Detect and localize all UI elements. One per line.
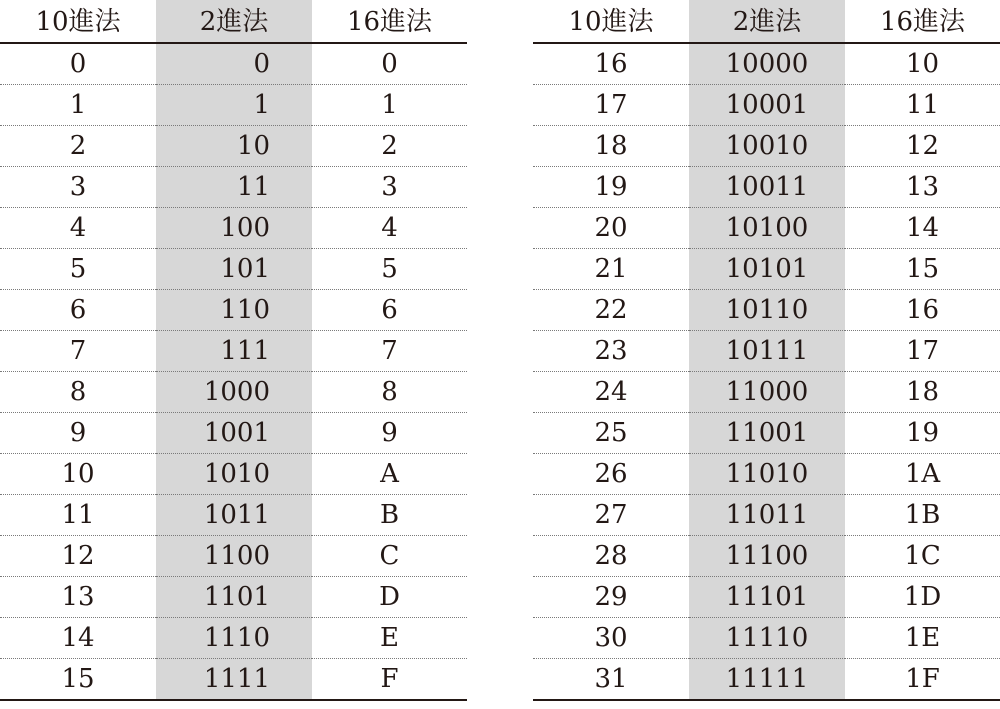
decimal-cell: 29 — [533, 577, 689, 618]
hex-cell: 1B — [845, 495, 1000, 536]
binary-cell: 101 — [156, 249, 312, 290]
header-binary: 2進法 — [689, 0, 845, 43]
hex-cell: 1D — [845, 577, 1000, 618]
binary-cell: 10111 — [689, 331, 845, 372]
hex-cell: 16 — [845, 290, 1000, 331]
table-row — [0, 659, 467, 701]
table-row — [533, 577, 1000, 618]
decimal-cell: 7 — [0, 331, 156, 372]
hex-cell: 15 — [845, 249, 1000, 290]
hex-cell: 19 — [845, 413, 1000, 454]
hex-cell: E — [312, 618, 467, 659]
table-row — [533, 167, 1000, 208]
hex-cell: 7 — [312, 331, 467, 372]
binary-cell: 1101 — [156, 577, 312, 618]
decimal-cell: 22 — [533, 290, 689, 331]
hex-cell: 1F — [845, 659, 1000, 701]
hex-cell: 8 — [312, 372, 467, 413]
table-row — [0, 372, 467, 413]
table-row — [533, 495, 1000, 536]
binary-cell: 11011 — [689, 495, 845, 536]
table-row — [0, 249, 467, 290]
hex-cell: 13 — [845, 167, 1000, 208]
decimal-cell: 28 — [533, 536, 689, 577]
decimal-cell: 24 — [533, 372, 689, 413]
table-row — [0, 43, 467, 85]
binary-cell: 10001 — [689, 85, 845, 126]
conversion-table-right — [533, 0, 1000, 701]
decimal-cell: 6 — [0, 290, 156, 331]
table-row — [533, 208, 1000, 249]
table-row — [0, 331, 467, 372]
table-row — [533, 454, 1000, 495]
binary-cell: 10010 — [689, 126, 845, 167]
binary-cell: 10011 — [689, 167, 845, 208]
hex-cell: F — [312, 659, 467, 701]
hex-cell: 2 — [312, 126, 467, 167]
decimal-cell: 31 — [533, 659, 689, 701]
hex-cell: 6 — [312, 290, 467, 331]
binary-cell: 111 — [156, 331, 312, 372]
table-row — [0, 126, 467, 167]
decimal-cell: 2 — [0, 126, 156, 167]
table-row — [0, 577, 467, 618]
decimal-cell: 1 — [0, 85, 156, 126]
binary-cell: 11001 — [689, 413, 845, 454]
binary-cell: 1010 — [156, 454, 312, 495]
decimal-cell: 20 — [533, 208, 689, 249]
table-row — [0, 85, 467, 126]
table-row — [533, 85, 1000, 126]
binary-cell: 11101 — [689, 577, 845, 618]
hex-cell: 0 — [312, 43, 467, 85]
table-row — [0, 167, 467, 208]
binary-cell: 1000 — [156, 372, 312, 413]
hex-cell: 5 — [312, 249, 467, 290]
table-row — [0, 290, 467, 331]
decimal-cell: 8 — [0, 372, 156, 413]
binary-cell: 10000 — [689, 43, 845, 85]
hex-cell: 1C — [845, 536, 1000, 577]
hex-cell: C — [312, 536, 467, 577]
decimal-cell: 19 — [533, 167, 689, 208]
binary-cell: 11 — [156, 167, 312, 208]
binary-cell: 10101 — [689, 249, 845, 290]
decimal-cell: 13 — [0, 577, 156, 618]
binary-cell: 11110 — [689, 618, 845, 659]
binary-cell: 10 — [156, 126, 312, 167]
table-row — [533, 249, 1000, 290]
binary-cell: 11010 — [689, 454, 845, 495]
table-row — [0, 495, 467, 536]
binary-cell: 11111 — [689, 659, 845, 701]
header-decimal: 10進法 — [0, 0, 156, 43]
binary-cell: 11000 — [689, 372, 845, 413]
binary-cell: 0 — [156, 43, 312, 85]
decimal-cell: 0 — [0, 43, 156, 85]
hex-cell: B — [312, 495, 467, 536]
table-row — [533, 413, 1000, 454]
hex-cell: 10 — [845, 43, 1000, 85]
header-decimal: 10進法 — [533, 0, 689, 43]
hex-cell: 1 — [312, 85, 467, 126]
decimal-cell: 16 — [533, 43, 689, 85]
decimal-cell: 27 — [533, 495, 689, 536]
binary-cell: 1 — [156, 85, 312, 126]
hex-cell: 18 — [845, 372, 1000, 413]
binary-cell: 1111 — [156, 659, 312, 701]
binary-cell: 10110 — [689, 290, 845, 331]
decimal-cell: 10 — [0, 454, 156, 495]
table-row — [533, 126, 1000, 167]
header-row — [533, 0, 1000, 43]
header-binary: 2進法 — [156, 0, 312, 43]
hex-cell: 1A — [845, 454, 1000, 495]
hex-cell: 17 — [845, 331, 1000, 372]
table-row — [533, 331, 1000, 372]
decimal-cell: 25 — [533, 413, 689, 454]
decimal-cell: 3 — [0, 167, 156, 208]
table-row — [533, 618, 1000, 659]
binary-cell: 1001 — [156, 413, 312, 454]
decimal-cell: 12 — [0, 536, 156, 577]
table-row — [0, 618, 467, 659]
table-row — [533, 536, 1000, 577]
table-row — [0, 208, 467, 249]
decimal-cell: 5 — [0, 249, 156, 290]
decimal-cell: 21 — [533, 249, 689, 290]
table-row — [0, 536, 467, 577]
decimal-cell: 9 — [0, 413, 156, 454]
table-row — [533, 659, 1000, 701]
decimal-cell: 30 — [533, 618, 689, 659]
hex-cell: 1E — [845, 618, 1000, 659]
binary-cell: 1100 — [156, 536, 312, 577]
table-row — [533, 43, 1000, 85]
table-row — [0, 413, 467, 454]
decimal-cell: 17 — [533, 85, 689, 126]
hex-cell: 14 — [845, 208, 1000, 249]
hex-cell: 4 — [312, 208, 467, 249]
binary-cell: 100 — [156, 208, 312, 249]
hex-cell: 12 — [845, 126, 1000, 167]
binary-cell: 110 — [156, 290, 312, 331]
decimal-cell: 23 — [533, 331, 689, 372]
decimal-cell: 15 — [0, 659, 156, 701]
decimal-cell: 11 — [0, 495, 156, 536]
table-row — [0, 454, 467, 495]
table-row — [533, 290, 1000, 331]
table-row — [533, 372, 1000, 413]
hex-cell: 3 — [312, 167, 467, 208]
decimal-cell: 14 — [0, 618, 156, 659]
binary-cell: 10100 — [689, 208, 845, 249]
binary-cell: 1011 — [156, 495, 312, 536]
header-row — [0, 0, 467, 43]
decimal-cell: 26 — [533, 454, 689, 495]
header-hex: 16進法 — [312, 0, 467, 43]
hex-cell: D — [312, 577, 467, 618]
hex-cell: 9 — [312, 413, 467, 454]
binary-cell: 11100 — [689, 536, 845, 577]
binary-cell: 1110 — [156, 618, 312, 659]
conversion-table-left — [0, 0, 467, 701]
decimal-cell: 4 — [0, 208, 156, 249]
hex-cell: A — [312, 454, 467, 495]
hex-cell: 11 — [845, 85, 1000, 126]
decimal-cell: 18 — [533, 126, 689, 167]
header-hex: 16進法 — [845, 0, 1000, 43]
